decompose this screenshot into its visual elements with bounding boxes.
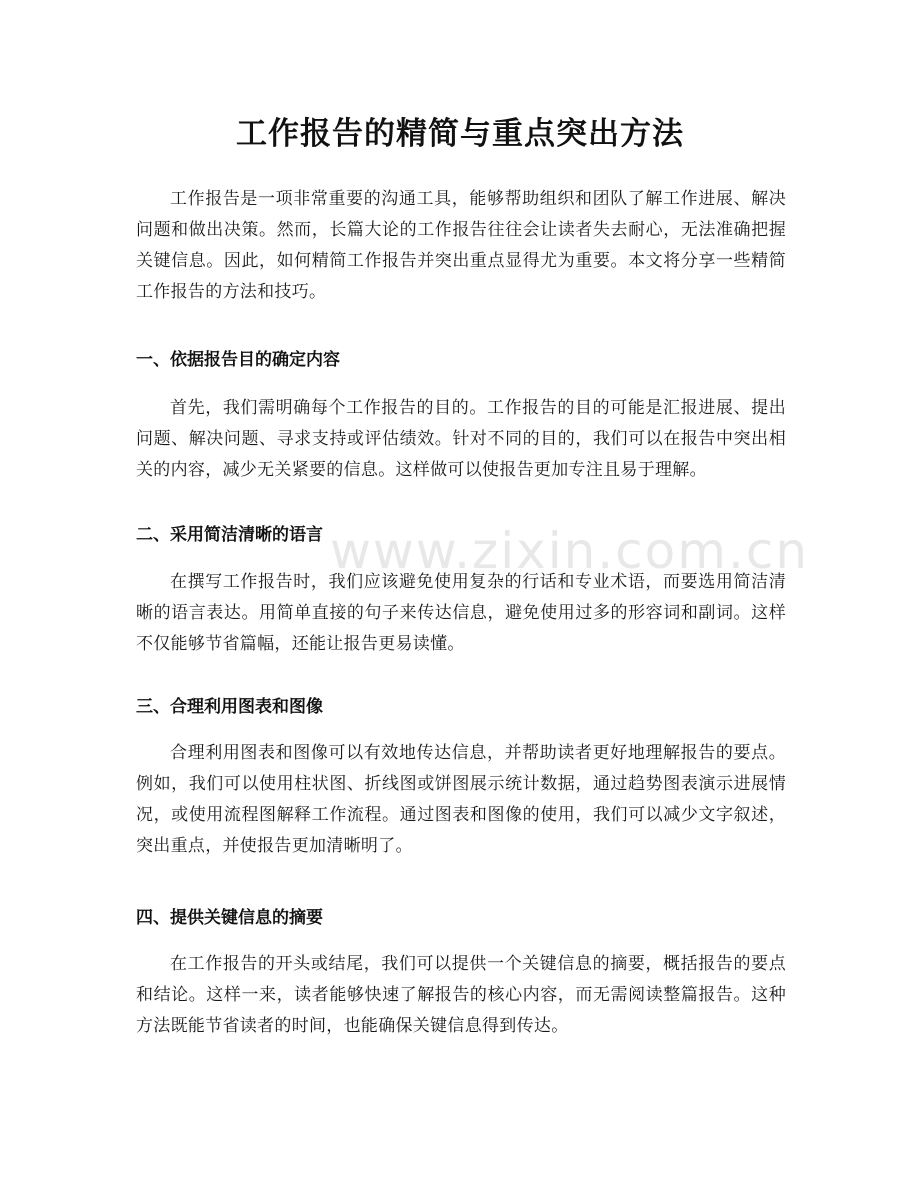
section-3-heading: 三、合理利用图表和图像 (136, 697, 323, 717)
section-1-heading: 一、依据报告目的确定内容 (136, 350, 340, 370)
intro-paragraph: 工作报告是一项非常重要的沟通工具，能够帮助组织和团队了解工作进展、解决问题和做出决策。然而，长篇大论的工作报告往往会让读者失去耐心，无法准确把握关键信息。因此，如何精简工作报告并突出重点显得尤为重要。本文将分享一些精简工作报告的方法和技巧。 (136, 189, 786, 302)
section-3-paragraph: 合理利用图表和图像可以有效地传达信息，并帮助读者更好地理解报告的要点。例如，我们可以使用柱状图、折线图或饼图展示统计数据，通过趋势图表演示进展情况，或使用流程图解释工作流程。通过图表和图像的使用，我们可以减少文字叙述，突出重点，并使报告更加清晰明了。 (136, 743, 786, 856)
section-4-paragraph: 在工作报告的开头或结尾，我们可以提供一个关键信息的摘要，概括报告的要点和结论。这样一来，读者能够快速了解报告的核心内容，而无需阅读整篇报告。这种方法既能节省读者的时间，也能确保关键信息得到传达。 (136, 954, 786, 1036)
section-2-heading: 二、采用简洁清晰的语言 (136, 525, 323, 545)
section-4-heading: 四、提供关键信息的摘要 (136, 908, 323, 928)
section-1-paragraph: 首先，我们需明确每个工作报告的目的。工作报告的目的可能是汇报进展、提出问题、解决问题、寻求支持或评估绩效。针对不同的目的，我们可以在报告中突出相关的内容，减少无关紧要的信息。这样做可以使报告更加专注且易于理解。 (136, 398, 786, 480)
document-title: 工作报告的精简与重点突出方法 (236, 116, 684, 152)
section-2-paragraph: 在撰写工作报告时，我们应该避免使用复杂的行话和专业术语，而要选用简洁清晰的语言表达。用简单直接的句子来传达信息，避免使用过多的形容词和副词。这样不仅能够节省篇幅，还能让报告更易读懂。 (136, 572, 786, 654)
watermark: www.zixin.com.cn (330, 522, 810, 580)
